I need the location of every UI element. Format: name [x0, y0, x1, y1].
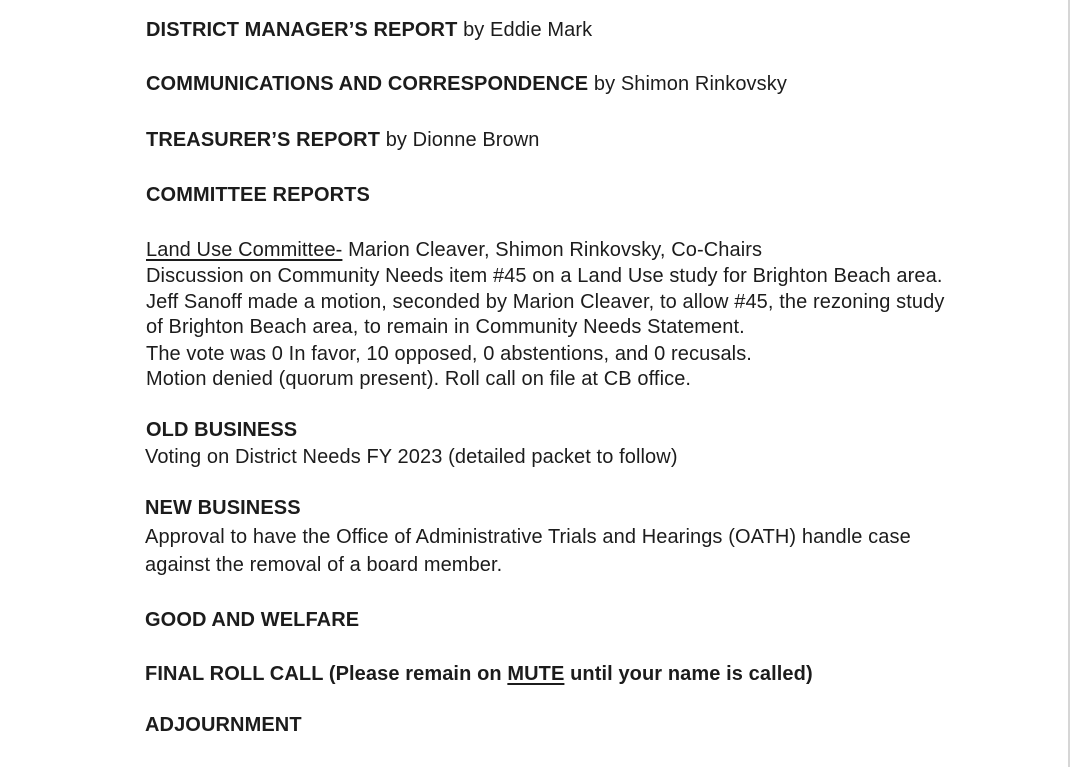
- treasurer-heading: TREASURER’S REPORT: [146, 129, 381, 151]
- land-use-committee-chairs: Marion Cleaver, Shimon Rinkovsky, Co-Chairs: [342, 239, 763, 261]
- final-roll-call: [145, 661, 813, 687]
- page-edge-shadow: [1068, 0, 1070, 767]
- district-manager-byline: by Eddie Mark: [457, 19, 593, 41]
- new-business-heading: NEW BUSINESS: [145, 497, 301, 519]
- final-roll-call-text-2: until your name is called): [564, 663, 813, 685]
- new-business-line: against the removal of a board member.: [145, 554, 503, 576]
- land-use-line: Jeff Sanoff made a motion, seconded by Marion Cleaver, to allow #45, the rezoning study: [146, 291, 945, 313]
- land-use-line: of Brighton Beach area, to remain in Community Needs Statement.: [146, 316, 745, 338]
- land-use-line: Discussion on Community Needs item #45 on a Land Use study for Brighton Beach area.: [146, 265, 943, 287]
- old-business-heading: OLD BUSINESS: [146, 419, 298, 441]
- final-roll-call-text-1: FINAL ROLL CALL (Please remain on: [145, 663, 508, 685]
- new-business-line: Approval to have the Office of Administrative Trials and Hearings (OATH) handle case: [145, 526, 911, 548]
- communications-correspondence: [146, 71, 787, 97]
- land-use-line: Motion denied (quorum present). Roll call on file at CB office.: [146, 368, 692, 390]
- land-use-committee-line: [146, 237, 762, 263]
- land-use-committee-title: Land Use Committee-: [146, 239, 343, 261]
- adjournment-heading: ADJOURNMENT: [145, 714, 302, 736]
- communications-byline: by Shimon Rinkovsky: [588, 73, 787, 95]
- district-manager-heading: DISTRICT MANAGER’S REPORT: [146, 19, 458, 41]
- old-business-text: Voting on District Needs FY 2023 (detailed packet to follow): [145, 446, 678, 468]
- district-manager-report: [146, 17, 592, 43]
- land-use-line: The vote was 0 In favor, 10 opposed, 0 abstentions, and 0 recusals.: [146, 343, 752, 365]
- good-and-welfare-heading: GOOD AND WELFARE: [145, 609, 360, 631]
- treasurer-report: [146, 127, 540, 153]
- treasurer-byline: by Dionne Brown: [380, 129, 540, 151]
- mute-emphasis: MUTE: [507, 663, 565, 685]
- communications-heading: COMMUNICATIONS AND CORRESPONDENCE: [146, 73, 589, 95]
- committee-reports-heading: COMMITTEE REPORTS: [146, 184, 370, 206]
